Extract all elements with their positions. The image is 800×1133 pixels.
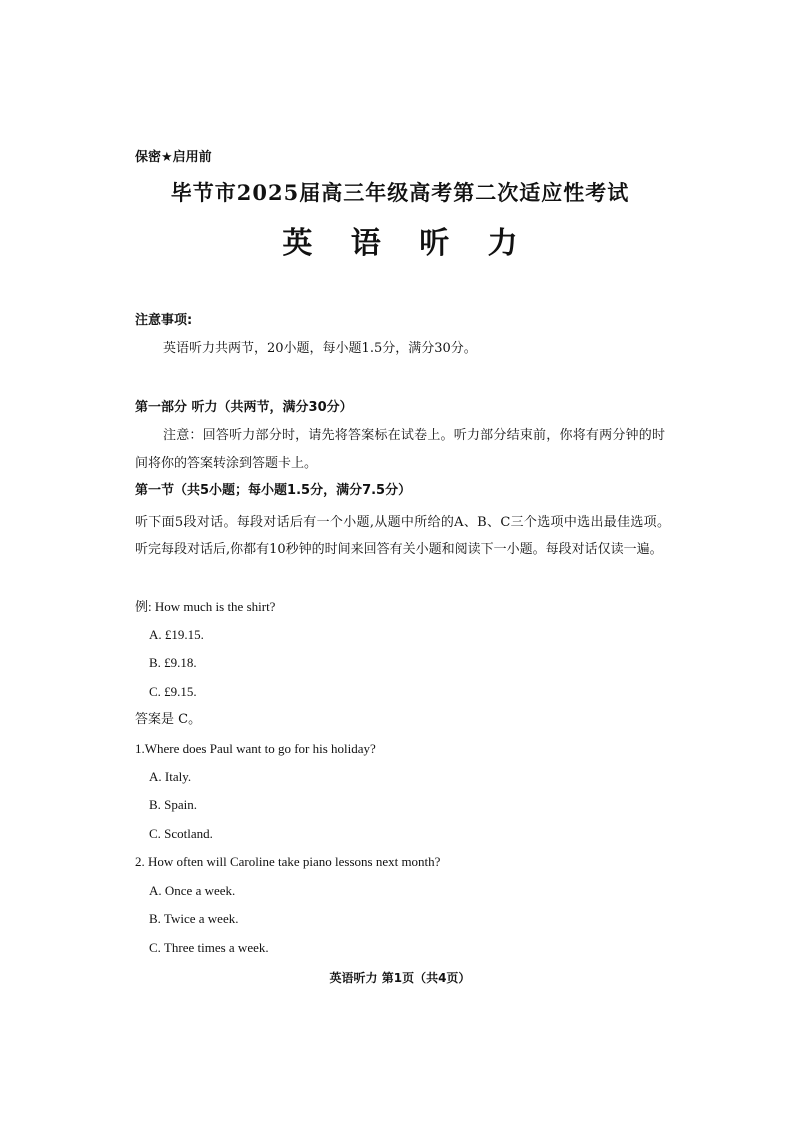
question-1-option-b: B. Spain. bbox=[149, 797, 198, 812]
example-question: 例: How much is the shirt? bbox=[135, 599, 276, 614]
question-2-option-a: A. Once a week. bbox=[149, 883, 236, 898]
section-one-instructions: 听下面5段对话。每段对话后有一个小题,从题中所给的A、B、C三个选项中选出最佳选项。听完每段对话后,你都有10秒钟的时间来回答有关小题和阅读下一小题。每段对话仅读一遍。 bbox=[135, 515, 670, 557]
part-one-heading: 第一部分 听力（共两节，满分30分） bbox=[135, 400, 353, 415]
example-answer: 答案是 C。 bbox=[135, 712, 202, 727]
example-option-a: A. £19.15. bbox=[149, 627, 204, 642]
notes-body: 英语听力共两节，20小题，每小题1.5分，满分30分。 bbox=[163, 341, 477, 356]
question-1: 1.Where does Paul want to go for his holiday? bbox=[135, 741, 376, 756]
question-1-option-a: A. Italy. bbox=[149, 769, 192, 784]
page-footer: 英语听力 第1页（共4页） bbox=[329, 971, 471, 985]
section-one-heading: 第一节（共5小题；每小题1.5分，满分7.5分） bbox=[135, 483, 412, 498]
example-option-c: C. £9.15. bbox=[149, 684, 197, 699]
exam-title: 毕节市2025届高三年级高考第二次适应性考试 bbox=[170, 180, 630, 205]
example-option-b: B. £9.18. bbox=[149, 655, 197, 670]
part-one-note: 注意：回答听力部分时，请先将答案标在试卷上。听力部分结束前，你将有两分钟的时间将你的答案转涂到答题卡上。 bbox=[135, 428, 665, 471]
question-2-option-b: B. Twice a week. bbox=[149, 911, 239, 926]
subject-title: 英 语 听 力 bbox=[282, 226, 532, 261]
question-1-option-c: C. Scotland. bbox=[149, 826, 213, 841]
confidential-label: 保密★启用前 bbox=[135, 150, 212, 165]
question-2: 2. How often will Caroline take piano lessons next month? bbox=[135, 854, 441, 869]
notes-heading: 注意事项: bbox=[135, 313, 193, 328]
question-2-option-c: C. Three times a week. bbox=[149, 940, 269, 955]
